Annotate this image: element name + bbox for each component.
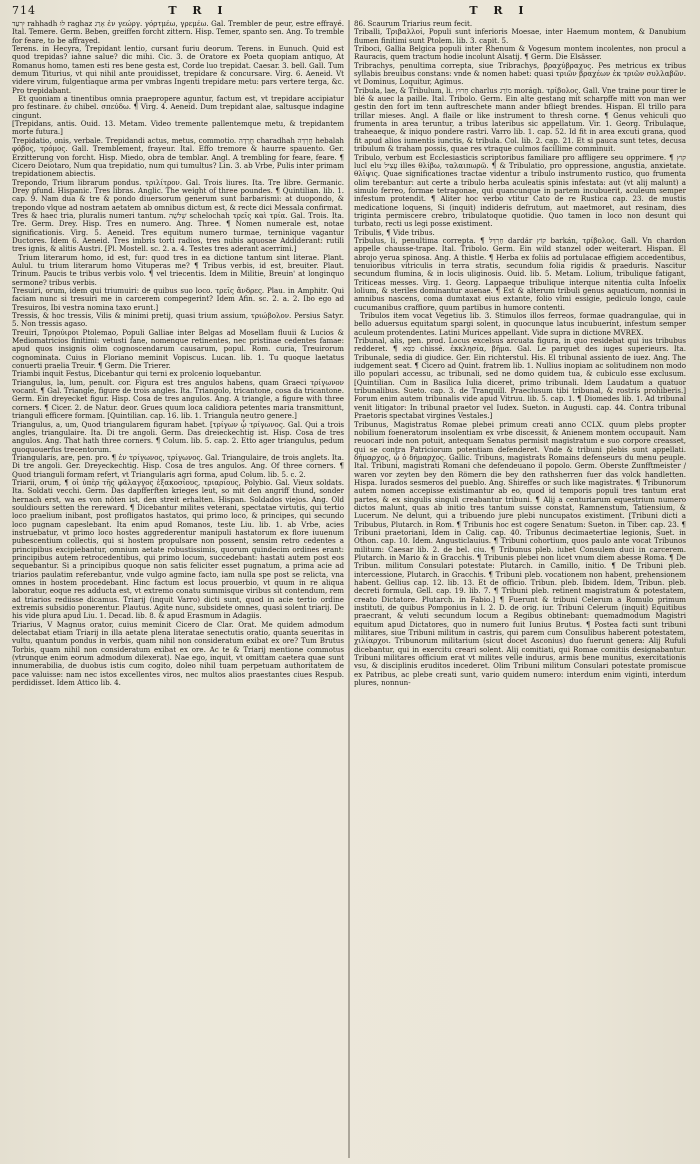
dictionary-entry: Trepondo, Trium librarum pondus. τριλίτρον. Gal. Trois liures. Ita. Tre libre. Germanic. Drey pfund. Hispanic. Tres libras. Anglic. The weight of three poundes. ¶ Quintilian. lib. 1. cap. 9. Nam dua & tre & pondo diuersorum generum sunt barbarismi: at duopondo, & trepondo vlque ad nostram aetatem ab omnibus dictum est, & recte dici Messala confirmat. bbox=[12, 177, 344, 212]
dictionary-entry: Triangulus, a, um, Quod triangularem figuram habet. [τρίγων ᾧ τρίγωνος. Gal. Qui a trois angles, triangulaire. Ita. Di tre angoli. Germ. Das dreieckechtig ist. Hisp. Cosa de tres angulos. Ang. That hath three corners. ¶ Colum. lib. 5. cap. 2. Etto ager triangulus, pedum quoquouerfus trecentorum. bbox=[12, 419, 344, 454]
dictionary-entry: Trium literarum homo, id est, fur: quod tres in ea dictione tantum sint literae. Plant. Aulul. tu trium literarum homo Vituperas me? ¶ Tribus verbis, id est, breuiter. Plaut. Trinum. Paucis te tribus verbis volo. ¶ vel triecentis. Idem in Militie, Breuin' at longinquo sermone? tribus verbis. bbox=[12, 252, 344, 287]
dictionary-entry: Treuiri, Τρηούιροι Ptolemao, Populi Galliae inter Belgas ad Mosellam fluuii & Lucios & Mediomatricios finitimi: vetusti fane, nomenque retinentes, nec pristinae cedentes famae: apud quos insignis olim cognoscendarum causarum, popul. Rom. curia, Treuirorum cognominata. Cuius in Floriano meminit Vopiscus. Lucan. lib. 1. Tu quoque laetatus conuerti praelia Treuir. ¶ Germ. Die Trierer. bbox=[12, 327, 344, 371]
running-title-left: T R I bbox=[168, 4, 229, 17]
dictionary-entry: [Trepidans, antis. Ouid. 13. Metam. Video tremente pallentemque metu, & trepidantem morte futura.] bbox=[12, 119, 344, 137]
dictionary-entry: Triballi, Τριβαλλοί, Populi sunt inferioris Moesae, inter Haemum montem, & Danubium flumen finitimi sunt Ptolem. lib. 3. capit. 5. bbox=[354, 27, 686, 45]
dictionary-entry: יִרְעַד rahhadh לוּ raghaz אָרַג ἐν γεώργ. γόρτμέω, γρεμέω. Gal. Trembler de peur, estre effrayé. Ital. Temere. Germ. Beben, greiffen forcht zittern. Hisp. Temer, spanto sen. Ang. To tremble for feare, to be affrayed. bbox=[12, 20, 344, 45]
page-number: 714 bbox=[12, 4, 36, 17]
text-columns bbox=[12, 20, 686, 1158]
dictionary-entry: Triangulus, la, lum, penult. cor. Figura est tres angulos habens, quam Graeci τρίγωνον vocant. ¶ Gal. Triangle, figure de trois angles. Ita. Triangolo, tricantone, cosa da tricantone. Germ. Ein dreyecket figur. Hisp. Cosa de tres angulos. Ang. A triangle, a figure with three corners. ¶ Cicer. 2. de Natur. deor. Grues quum loca calidiora petentes maria transmittunt, trianguli efficere formam. [Quintilian. cap. 16. lib. 1. Triangula neutro genere.] bbox=[12, 377, 344, 421]
dictionary-entry: Tribula, lae, & Tribulum, li. חָרוּץ charlus מוֹרַג morágh. τρίβολος. Gall. Vne traine pour tirer le blé & auec la paille. Ital. Tribolo. Germ. Ein alte gestang mit scharpffe mitt von man wer gestin den fort im tenn auftreschete mann ander bfliegt brendes. Hispan. El trillo para trillar mieses. Angl. A flaile or like instrument to thresh corne. ¶ Genus vehiculi quo frumenta in area teruntur, a tribus lateribus sic appellatum. Vir. 1. Georg. Tribulaque, traheaeque, & iniquo pondere rastri. Varro lib. 1. cap. 52. Id fit in area excuti grana, quod fit apud alios iumentis iunctis, & tribula. Col. lib. 2. cap. 21. Et si pauca sunt tetes, decusa tribulum & traham possis, quae res vtraque culmos facillime comminuit. bbox=[354, 85, 686, 154]
dictionary-entry: Tressis, & hoc tressis, Vilis & minimi pretij, quasi trium assium, τριώβολον. Persius Satyr. 5. Non tressis agaso. bbox=[12, 311, 344, 329]
dictionary-entry: Tribulus, li, penultima correpta. ¶ חַרְדָּל dardár קוֹץ barkán, τρίβολος. Gall. Vn chardon appelle chausse-trape. Ital. Tribolo. Germ. Ein wild stanzel oder weiterart. Hispan. El abrojo yerua spinosa. Ang. A thistle. ¶ Herba ex foliis ad portulacae effigiem accedentibus, tenuioribus vitriculis in terra stratis, secundum folia rigidis & praeduris. Nascitur secundum flumina, & in locis uliginosis. Ouid. lib. 5. Metam. Lolium, tribulique fatigant, Triticeas messes. Virg. 1. Georg. Lappaeque tribulique interque nitentia culta Infoelix lolium, & steriles dominantur auenae. ¶ Est & alterum tribuli genus aquaticum, nonnisi in amnibus nascens, coma dumtaxat eius extante, folio vlmi essigie, pediculo longo, caule cucumanibus craffiore, quum partibus in humore contenti. bbox=[354, 235, 686, 312]
dictionary-entry: Et quoniam a tinentibus omnia praepropere aguntur, factum est, vt trepidare accipiatur pro festinare. ἐν chibel. σπεύδω. ¶ Virg. 4. Aeneid. Dum trepidant alae, saltusque indagine cingunt. bbox=[12, 94, 344, 120]
dictionary-entry: Triarii, orum, ¶ οἱ ὑπὲρ τῆς φάλαγγος ἐξακοσίους, τριαρίους, Polybio. Gal. Vieux soldats. Ita. Soldati vecchi. Germ. Das dapfferften krieges leut, so mit den angriff thund, sonder hernach erst, wa es von nöten ist, den streit erhalten. Hispan. Soldados viejos. Ang. Old souldiours setten the rereward. ¶ Dicebantur milites veterani, spectatae virtutis, qui tertio loco praelium inibant, post profligatos hastatos, qui primo loco, & principes, qui secundo loco pugnam capeslebant. Ita enim apud Romanos, teste Liu. lib. 1. ab Vrbe, acies instruebatur, vt primo loco hostes aggrederentur manipuli hastatorum ex flore iuuenum pubescentium collectis, qui si hostem propulsare non possent, sensim retro cedentes a principibus excipiebantur, omnium aetate robustissimis, quorum quindecim ordines erant: principibus autem retrocedentibus, qui primo locum, succedebant: hastati autem post eos sequebantur. Si a principibus quoque non satis feliciter esset pugnatum, a prima acie ad triarios paulatim referebantur, vnde vulgo agmine facto, iam nulla spe post se relicta, vna omnes in hostem procedebant. Hinc factum est locus prouerbio, vt quum in re aliqua laboratur, eoque res adducta est, vt extremo conatu summisque viribus sit contendum, rem ad triarios rediisse dicamus. Triarij (inquit Varro) dicti sunt, quod in acie tertio ordine extremis subsidio ponerentur. Plautus. Agite nunc, subsidete omnes, quasi solent triarij. De his vide plura apud Liu. 1. Decad. lib. 8. & apud Erasmum in Adagiis. bbox=[12, 477, 344, 621]
running-title-right: T R I bbox=[469, 4, 530, 17]
dictionary-entry: Trepidatio, onis, verbale. Trepidandi actus, metus, commotio. חֲרָדָה charadhah חֶרְדָּה hebalah φόβος, τρόμος. Gall. Tremblement, frayeur. Ital. Effo tremore & haurre spauento. Ger. Erzitterung von forcht. Hisp. Miedo, obra de temblar. Angl. A trembling for feare, feare. ¶ Cicero Deiotaro, Num qua trepidatio, num qui tumultus? Lin. 3. ab Vrbe, Pulis inter primam trepidationem abiectis. bbox=[12, 135, 344, 179]
dictionary-entry: Tribulos item vocat Vegetius lib. 3. Stimulos illos ferreos, formae quadrangulae, qui in bello aduersus equitatum spargi solent, in quocunque latus incubuerint, infestum semper aculeum protendentes. Latini Murices appellant. Vide supra in dictione MVREX. bbox=[354, 311, 686, 337]
dictionary-entry: Triangularis, are, pen. pro. ¶ ἐν τρίγωνος, τρίγωνος. Gal. Triangulaire, de trois anglets. Ita. Di tre angoli. Ger. Dreyeckechtig. Hisp. Cosa de tres angulos. Ang. Of three corners. ¶ Quod trianguli formam refert, vt Triangularis agri forma, apud Colum. lib. 5. c. 2. bbox=[12, 452, 344, 479]
dictionary-entry: Tres & haec tria, pluralis numeri tantum. שְׁלֹשָׁה schelochah τρεῖς καὶ τρία. Gal. Trois. Ita. Tre. Germ. Drey. Hisp. Tres en numero. Ang. Three. ¶ Nomen numerale est, notae significationis. Virg. 5. Aeneid. Tres equitum numero turmae, terninique vagantur Ductores. Idem 6. Aeneid. Tres imbris torti radios, tres nubis aquosae Addiderant: rutili tres ignis, & alitis Austri. [Pl. Mostell. sc. 2. a. 4. Testes tres aderant acerrimi.] bbox=[12, 210, 344, 254]
dictionary-entry: Tresuiri, orum, idem qui triumuiri: de quibus suo loco. τρεῖς ἄνδρες. Plau. in Amphitr. Qui faciam nunc si tresuiri me in carcerem compegerint? Idem Afin. sc. 2. a. 2. Ibo ego ad Tresuiros, Ibi vestra nomina taxo erunt.] bbox=[12, 286, 344, 312]
dictionary-entry: Tribunal, alis, pen. prod. Locus excelsus arcuata figura, in quo residebat qui ius tribubus redderet. ¶ כִּסֵּא chissé. ἐκκλησία, βῆμα. Gal. Le parquet des iuges superieurs. Ita. Tribunale, sedia di giudice. Ger. Ein richterstul. His. El tribunal assiento de iuez. Ang. The iudgement seat. ¶ Cicero ad Quint. fratrem lib. 1. Nullius inopiam ac solitudinem non modo illo populari accessu, ac tribunali, sed ne domo quidem tua, & cubiculo esse exclusum. [Quintilian. Cum in Basilica Iulia diceret, primo tribunali. Idem Laudatum a quatuor tribunalibus. Sueto. cap. 3. de Tranquill. Praeclusum tibi tribunal, & rostris prohiberis.] Forum enim autem tribunalis vide apud Vitruu. lib. 5. cap. 1. ¶ Diomedes lib. 1. Ad tribunal venit litigator: In tribunal praetor vel Iudex. Sueton. in Augusti. cap. 44. Contra tribunal Praetoris spectabat virgines Vestales.] bbox=[354, 336, 686, 421]
dictionary-entry: Tribrachys, penultima correpta, siue Tribrachys, βραχύβραχυς. Pes metricus ex tribus syllabis breuibus constans: vnde & nomen habet: quasi τριῶν βραχέων ἐκ τριῶν συλλαβῶν. vt Dominus, Loquitur, Agimus. bbox=[354, 60, 686, 87]
dictionary-entry: Triarius, V Magnus orator, cuius meminit Cicero de Clar. Orat. Me quidem admodum delectabat etiam Triarij in illa aetate plena literatae senectutis oratio, quanta seueritas in vultu, quantum pondus in verbis, quam nihil non consideratum exibat ex ore? Tum Brutus Torbis, quam nihil non consideratum exibat ex ore. Ac te & Triarij mentione commotus (vtrunque enim eorum admodum dilexerat). Nae ego, inquit, vt omittam caetera quae sunt innumerabilia, de duobus istis cum cogito, doleo nihil tuam perpetuam authoritatem de pace valuisse: nam nec istos excellentes viros, nec multos alios praestantes ciues Respub. perdidisset. Idem Attico lib. 4. bbox=[12, 619, 344, 688]
right-column bbox=[354, 20, 686, 1158]
column-rule bbox=[349, 20, 350, 1158]
dictionary-entry: Tribunus, Magistratus Romae plebei primum creati anno CCLX. quum plebs propter nobilium foeneratorum insolentiam ex vrbe discessit, & Anienem montem occupauit. Nam reuocari inde non potuit, antequam Senatus permisit magistratum e suo corpore creasset, qui se contra Patriciorum potentiam defenderet. Vnde & tribuni plebis sunt appellati. δήμαρχος, ᾧ ὁ δήμαρχος. Gallic. Tribuns, magistrats Romains defenseurs du menu peuple. Ital. Tribuni, magistrati Romani che defendeuano il popolo. Germ. Oberste Zunfftmeister / waren vor zeyten bey den Römern die bey den rathsherren fuer das volck handletten. Hispa. Iurados sesmeros del pueblo. Ang. Shireffes or such like magistrates. ¶ Tribunorum autem nomen accepisse existimantur ab eo, quod id temporis populi tres tantum erat partes, & ex singulis singuli creabantur tribuni. ¶ Alij a centuriarum equestrium numero dictos malunt, quas ab initio tres tantum suisse constat, Ramnenstum, Tatiensium, & Lucerum. Ne delunt, qui a tribuendo jure plebi nuncupatos existiment. [Tribuni dicti a Tribubus, Plutarch. in Rom. ¶ Tribunis hoc est cogere Senatum: Sueton. in Tiber. cap. 23. ¶ Tribuni praetoriani, Idem in Calig. cap. 40. Tribunus decimaetertiae legionis, Suet. in Othon. cap. 10. Idem. Angusticlauius. ¶ Tribuni cohortium, quos paulo ante vocat Tribunos militum: Caesar lib. 2. de bel. ciu. ¶ Tribunus pleb. iubet Consulem duci in carcerem. Plutarch. in Mario & in Gracchis. ¶ Tribunis plebei non licet vnum diem abesse Roma. ¶ De Tribun. militum Consulari potestate: Plutarch. in Camillo, initio. ¶ De Tribuni pleb. intercessione, Plutarch. in Gracchis. ¶ Tribuni pleb. vocationem non habent, prehensionem habent. Gellius cap. 12. lib. 13. Et de officio. Tribun. pleb. Ibidem. Idem, Tribun. pleb. decreti formula, Gell. cap. 19. lib. 7. ¶ Tribuni pleb. retinent magistratum & potestatem, creato Dictatore. Plutarch. in Fabio.] ¶ Fuerunt & tribuni Celerum a Romulo primum instituti, de quibus Pomponius in l. 2. D. de orig. iur. Tribuni Celerum (inquit) Equitibus praecrant, & veluti secundum locum a Regibus obtinebant: quemadmodum Magistri equitum apud Dictatores, quo in numero fuit Iunius Brutus. ¶ Postea facti sunt tribuni militares, siue Tribuni militum in castris, qui parem cum Consulibus haberent potestatem, χιλίαρχοι. Tribunorum militarium (sicut docet Asconius) duo fuerunt genera: Alij Rufuli dicebantur, qui in exercitu creari solent. Alij comitiati, qui Romae comitiis designabantur. Tribuni militares officium erat vt milites velle indurus, armis bene munitus, exercitationis vsu, & disciplinis eruditos incederet. Olim Tribuni militum Consulari potestate promiscue ex Patribus, ac plebe creati sunt, vario quidem numero: interdum enim viginti, interdum plures, nonnun- bbox=[354, 419, 686, 688]
running-head bbox=[12, 4, 686, 18]
dictionary-entry: 86. Scaurum Triarius reum fecit. bbox=[354, 20, 473, 28]
dictionary-entry: Triboci, Gallia Belgica populi inter Rhenum & Vogesum montem incolentes, non procul a Rauracis, quem tractum hodie incolunt Alsatij. ¶ Germ. Die Elsässer. bbox=[354, 44, 686, 62]
dictionary-entry: Triambi inquit Festus, Dicebantur qui terni ex prolcenio loquebantur. bbox=[12, 369, 262, 379]
dictionary-entry: Tribulo, verbum est Ecclesiasticis scriptoribus familiare pro affligere seu opprimere. ¶ קוץ lucl elu עֲצִיל illes θλίβω, ταλαιπωρῶ. ¶ & Tribulatio, pro oppressione, angustia, anxietate. θλῖψις. Quae significationes tractae videntur a tribulo instrumento rustico, quo frumenta olim terebantur: aut certe a tribulo herba aculeatis spinis infestata: aut (vt alij malunt) a simulo ferreo, formae tetragonae, qui quancunque in partem incubuerit, aculeum semper infestum protendit. ¶ Aliter hoc verbo vtitur Cato de re Rustica cap. 23. de mustis medicatione loquens, Si (inquit) indideris defrutum, aut maetmoret, aut resinam, dies triginta permiscere crebro, tribulatoque quotidie. Quo tamen in loco non desunt qui turbato, recti us legi posse existiment. bbox=[354, 152, 686, 229]
dictionary-entry: Terens. in Hecyra, Trepidant lentio, cursant furiu deorum. Terens. in Eunuch. Quid est quod trepidas? iahne salue? dic mihi. Cic. 3. de Oratore ex Poeta quopiam antiquo, At Romanus homo, tamen esti res bene gesta est, Corde luo trepidat. Caesar. 3. bell. Gall. Tum demum Titurius, vt qui nihil ante prouidisset, trepidare & concursare. Virg. 6. Aeneid. Vt videre virum, fulgentiaque arma per vmbras Ingenti trepidare metu: pars vertere terga, &c. Pro trepidabant. bbox=[12, 44, 344, 95]
dictionary-entry: Tribulis, ¶ Vide tribus. bbox=[354, 227, 435, 237]
left-column bbox=[12, 20, 344, 1158]
